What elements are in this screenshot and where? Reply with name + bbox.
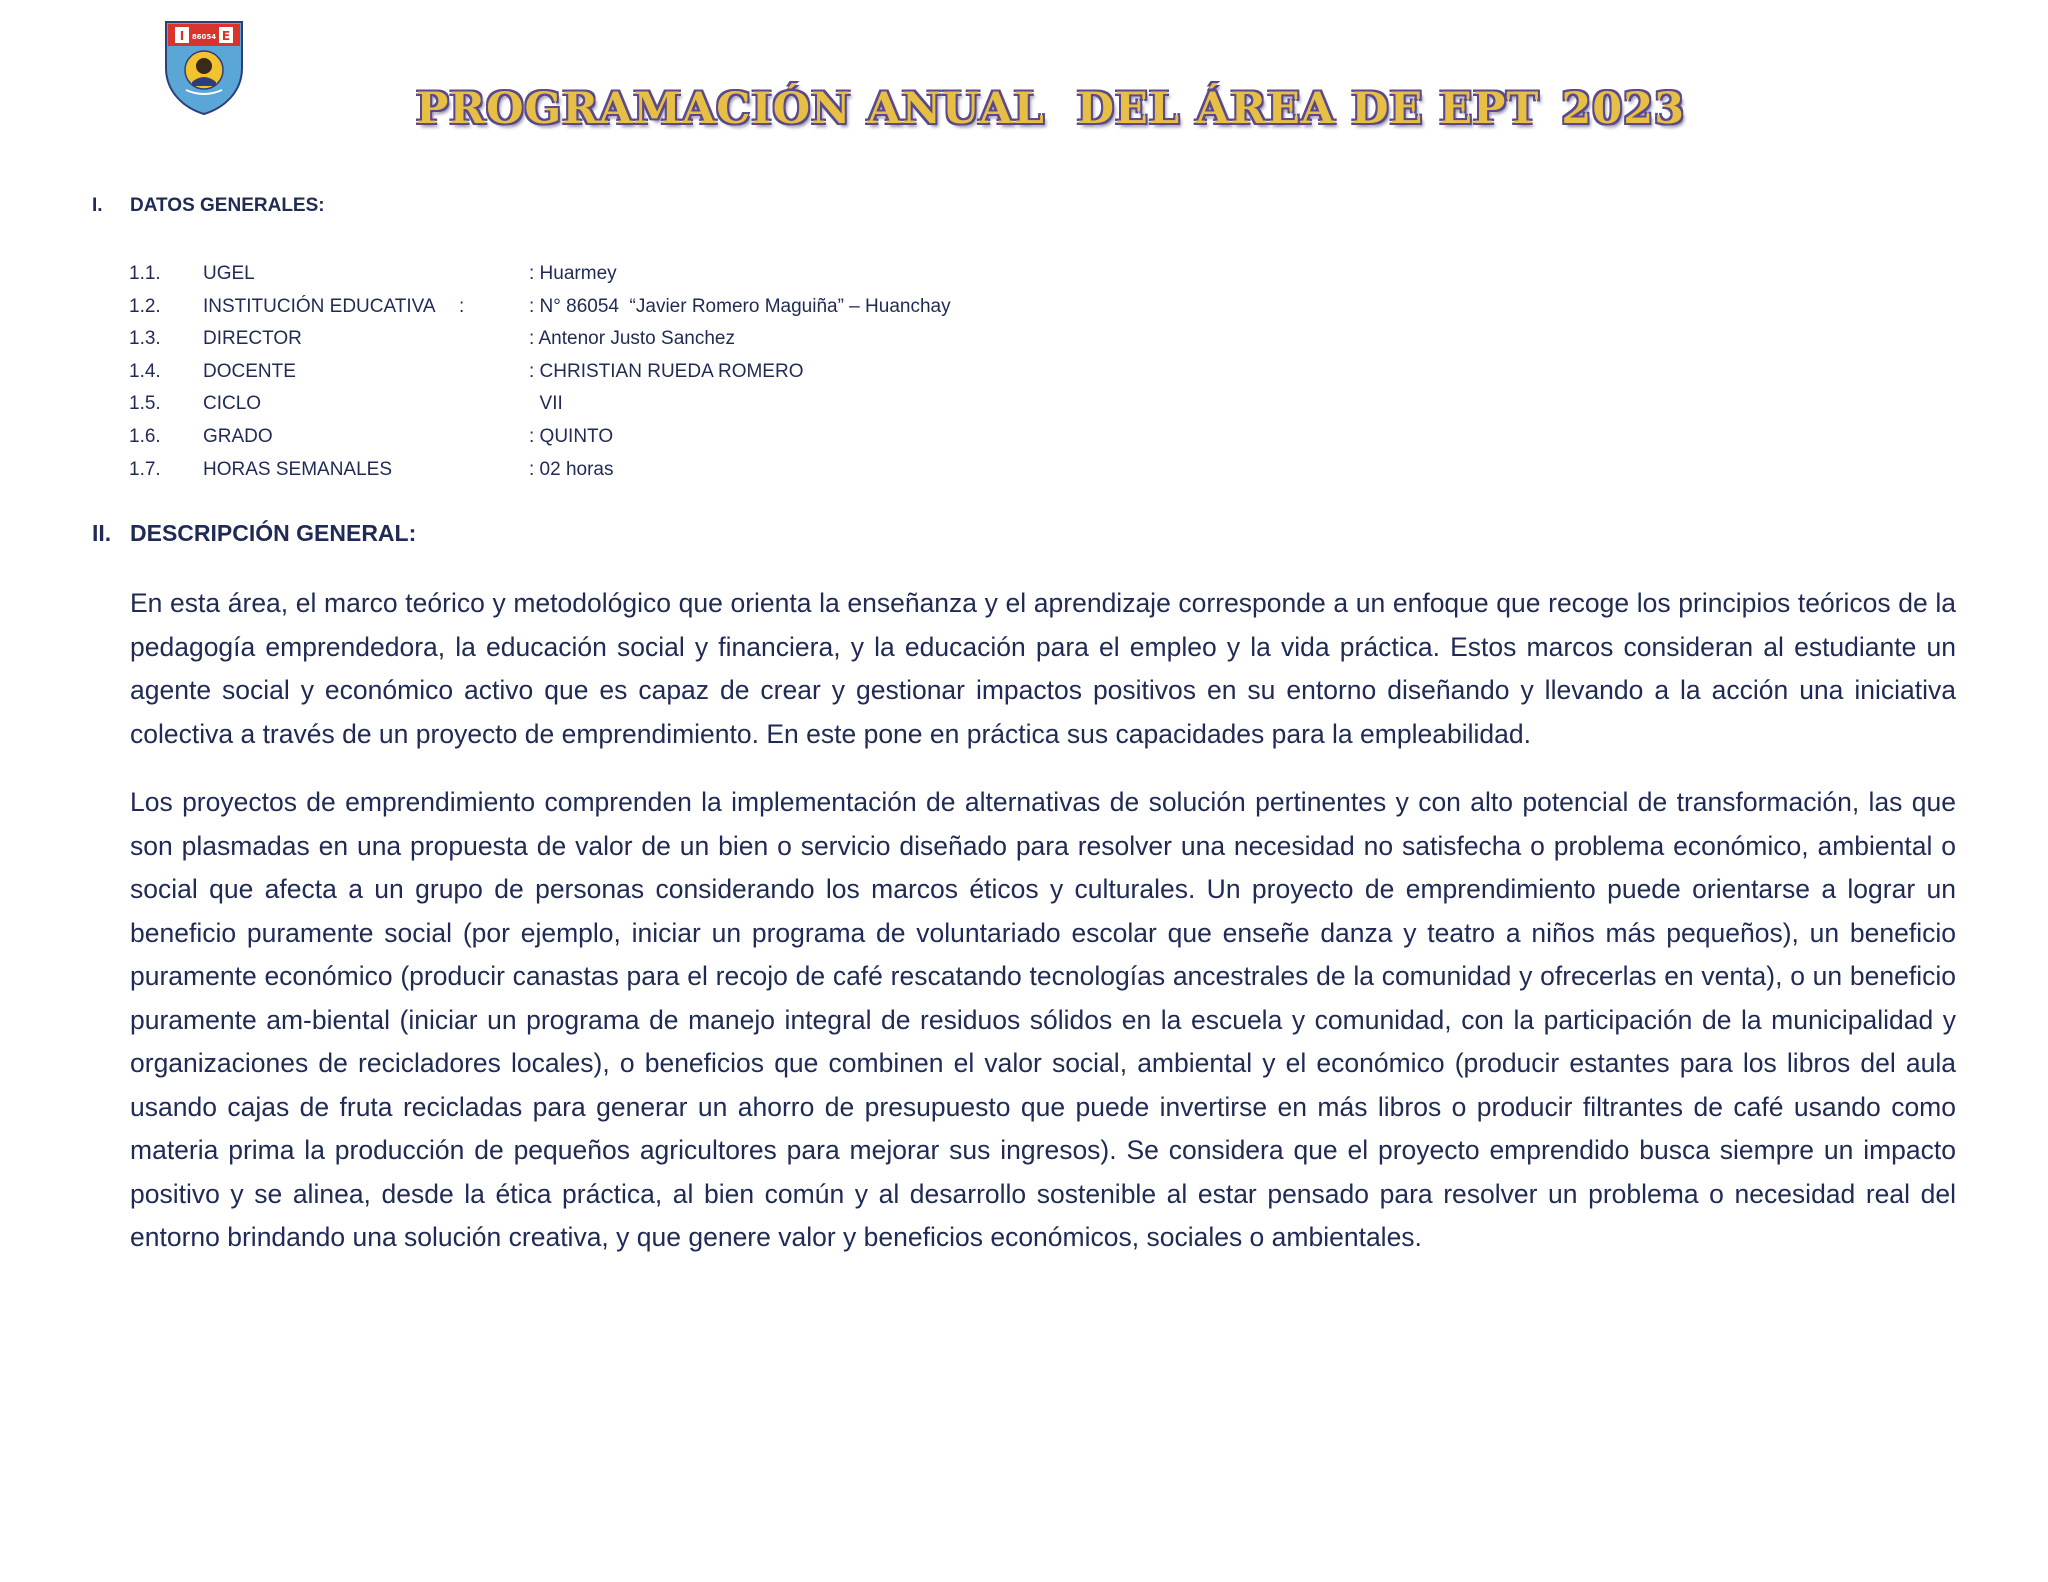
row-number: 1.3.: [129, 328, 161, 350]
section-description-heading: [92, 520, 416, 547]
row-value: : N° 86054 “Javier Romero Maguiña” – Huanchay: [529, 295, 951, 317]
row-key: DIRECTOR: [203, 328, 302, 350]
row-number: 1.4.: [129, 360, 161, 382]
row-key: HORAS SEMANALES: [203, 458, 392, 480]
row-value: VII: [529, 393, 563, 415]
general-data-row-teacher: [129, 356, 951, 389]
section-title: DESCRIPCIÓN GENERAL:: [130, 520, 417, 546]
row-number: 1.1.: [129, 263, 161, 284]
section-title: DATOS GENERALES:: [130, 195, 325, 216]
description-paragraph-2: Los proyectos de emprendimiento comprenden la implementación de alternativas de solución pertinentes y con alto potencial de transformación, las que son plasmadas en una propuesta de valor de un bien o servicio diseñado para resolver una necesidad no satisfecha o problema económico, ambiental o social que afecta a un grupo de personas considerando los marcos éticos y culturales. Un proyecto de emprendimiento puede orientarse a lograr un beneficio puramente social (por ejemplo, iniciar un programa de voluntariado escolar que enseñe danza y teatro a niños más pequeños), un beneficio puramente económico (producir canastas para el recojo de café rescatando tecnologías ancestrales de la comunidad y ofrecerlas en venta), o un beneficio puramente am-biental (iniciar un programa de manejo integral de residuos sólidos en la escuela y comunidad, con la participación de la municipalidad y organizaciones de recicladores locales), o beneficios que combinen el valor social, ambiental y el económico (producir estantes para los libros del aula usando cajas de fruta recicladas para generar un ahorro de presupuesto que puede invertirse en más libros o producir filtrantes de café usando como materia prima la producción de pequeños agricultores para mejorar sus ingresos). Se considera que el proyecto emprendido busca siempre un impacto positivo y se alinea, desde la ética práctica, al bien común y al desarrollo sostenible al estar pensado para resolver un problema o necesidad real del entorno brindando una solución creativa, y que genere valor y beneficios económicos, sociales o ambientales.: [130, 787, 1956, 1252]
crest-letter-i: I: [179, 29, 185, 43]
general-data-row-ugel: [129, 258, 951, 291]
row-key: DOCENTE: [203, 360, 296, 382]
page-title: [416, 84, 1686, 134]
title-main: PROGRAMACIÓN ANUAL DEL ÁREA DE EPT: [416, 84, 1540, 134]
row-number: 1.5.: [129, 393, 161, 415]
general-data-row-institution: [129, 291, 951, 324]
crest-number: 86054: [191, 33, 217, 41]
general-data-list: [129, 258, 951, 486]
row-number: 1.2.: [129, 295, 161, 317]
row-value: : CHRISTIAN RUEDA ROMERO: [529, 360, 804, 382]
section-general-data-heading: [92, 195, 325, 217]
row-value: : Antenor Justo Sanchez: [529, 328, 735, 350]
section-number: II.: [92, 520, 112, 546]
row-key-colon: :: [459, 295, 465, 317]
row-key: UGEL: [203, 263, 255, 284]
section-number: I.: [92, 195, 103, 216]
general-data-row-cycle: [129, 388, 951, 421]
title-year: 2023: [1561, 84, 1686, 134]
row-key: INSTITUCIÓN EDUCATIVA: [203, 295, 436, 317]
row-key: CICLO: [203, 393, 262, 415]
general-data-row-director: [129, 323, 951, 356]
row-value: : 02 horas: [529, 458, 614, 480]
row-number: 1.6.: [129, 425, 161, 447]
general-data-row-weekly-hours: [129, 454, 951, 487]
row-value: : Huarmey: [529, 263, 617, 284]
crest-letter-e: E: [221, 29, 231, 43]
row-value: : QUINTO: [529, 425, 614, 447]
school-crest-logo: [160, 16, 248, 116]
row-key: GRADO: [203, 425, 273, 447]
description-paragraph-1: En esta área, el marco teórico y metodológico que orienta la enseñanza y el aprendizaje corresponde a un enfoque que recoge los principios teóricos de la pedagogía emprendedora, la educación social y financiera, y la educación para el empleo y la vida práctica. Estos marcos consideran al estudiante un agente social y económico activo que es capaz de crear y gestionar impactos positivos en su entorno diseñando y llevando a la acción una iniciativa colectiva a través de un proyecto de emprendimiento. En este pone en práctica sus capacidades para la empleabilidad.: [130, 588, 1956, 749]
row-number: 1.7.: [129, 458, 161, 480]
general-data-row-grade: [129, 421, 951, 454]
